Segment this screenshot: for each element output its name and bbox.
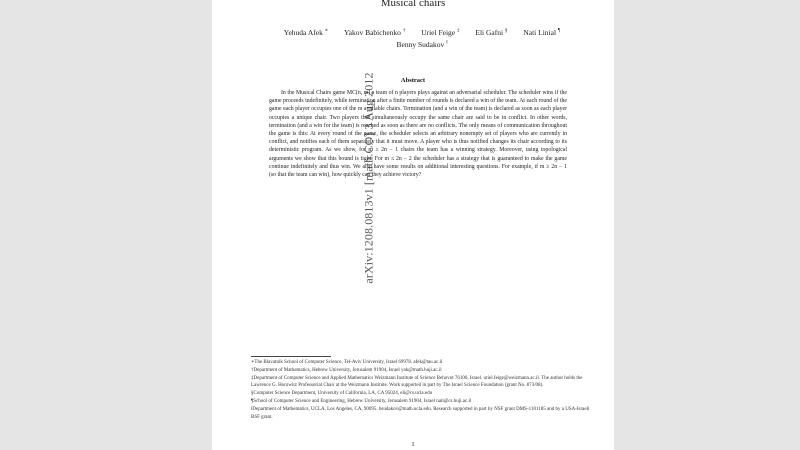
author: Eli Gafni § xyxy=(475,27,508,37)
footnote: ‖Department of Mathematics, UCLA, Los Angeles, CA, 90095. bsudakov@math.ucla.edu. Research supported in part by NSF grant DMS-1101185 and by a USA-Israeli BSF grant. xyxy=(251,406,590,420)
footnote-rule xyxy=(251,356,331,357)
paper-page xyxy=(212,0,614,450)
author: Yakov Babichenko † xyxy=(343,27,406,37)
footnote: ¶School of Computer Science and Engineering, Hebrew University, Jerusalem 91904, Israel nati@cs.huji.ac.il xyxy=(251,398,472,404)
abstract-text: In the Musical Chairs game MC(n, m) a team of n players plays against an adversarial scheduler. The scheduler wins if the game proceeds indefinitely, while termination after a finite number of rounds is declared a win of the team. At each round of the game each player occupies one of the m available chairs. Termination (and a win of the team) is declared as soon as each player occupies a unique chair. Two players that simultaneously occupy the same chair are said to be in conflict. In other words, termination (and a win for the team) is reached as soon as there are no conflicts. The only means of communication throughout the game is this: At every round of the game, the scheduler selects an arbitrary nonempty set of players who are currently in conflict, and notifies each of them separately that it must move. A player who is thus notified changes its chair according to its deterministic program. As we show, for m ≥ 2n − 1 chairs the team has a winning strategy. Moreover, using topological arguments we show that this bound is tight. For m ≤ 2n − 2 the scheduler has a strategy that is guaranteed to make the game continue indefinitely and thus win. We also have some results on additional interesting questions. For example, if m ≥ 2n − 1 (so that the team can win), how quickly can they achieve victory? xyxy=(269,90,567,179)
author: Benny Sudakov ‖ xyxy=(396,40,448,49)
page-number: 1 xyxy=(411,441,415,448)
author: Nati Linial ¶ xyxy=(523,27,561,37)
footnotes xyxy=(251,359,593,421)
author: Yehuda Afek ∗ xyxy=(283,27,329,37)
arxiv-stamp: arXiv:1208.0813v1 [math.CO] 3 Aug 2012 xyxy=(361,72,376,284)
paper-title: Musical chairs xyxy=(380,0,446,9)
viewer-margin-left xyxy=(0,0,212,450)
footnote: †Department of Mathematics, Hebrew University, Jerusalem 91904, Israel yak@math.huji.ac.il xyxy=(251,367,442,373)
abstract-heading: Abstract xyxy=(400,77,426,84)
footnote: ‡Department of Computer Science and Applied Mathematics Weizmann Institute of Science Rehovot 76100, Israel. uriel.feige@weizmann.ac.il. The author holds the Lawrence G. Horowitz Professorial Chair at the Weizmann Institute. Work supported in part by The Israel Science Foundation (grant No. 873/08). xyxy=(251,375,583,389)
footnote: §Computer Science Department, University of California, LA, CA 95024, eli@cs.ucla.edu xyxy=(251,391,433,397)
author-list xyxy=(252,25,592,50)
viewer-margin-right xyxy=(614,0,800,450)
abstract-body xyxy=(269,89,567,179)
author: Uriel Feige ‡ xyxy=(421,27,460,37)
footnote: ∗The Blavatnik School of Computer Science, Tel-Aviv University, Israel 69978. afek@tau.ac.il xyxy=(251,360,443,365)
